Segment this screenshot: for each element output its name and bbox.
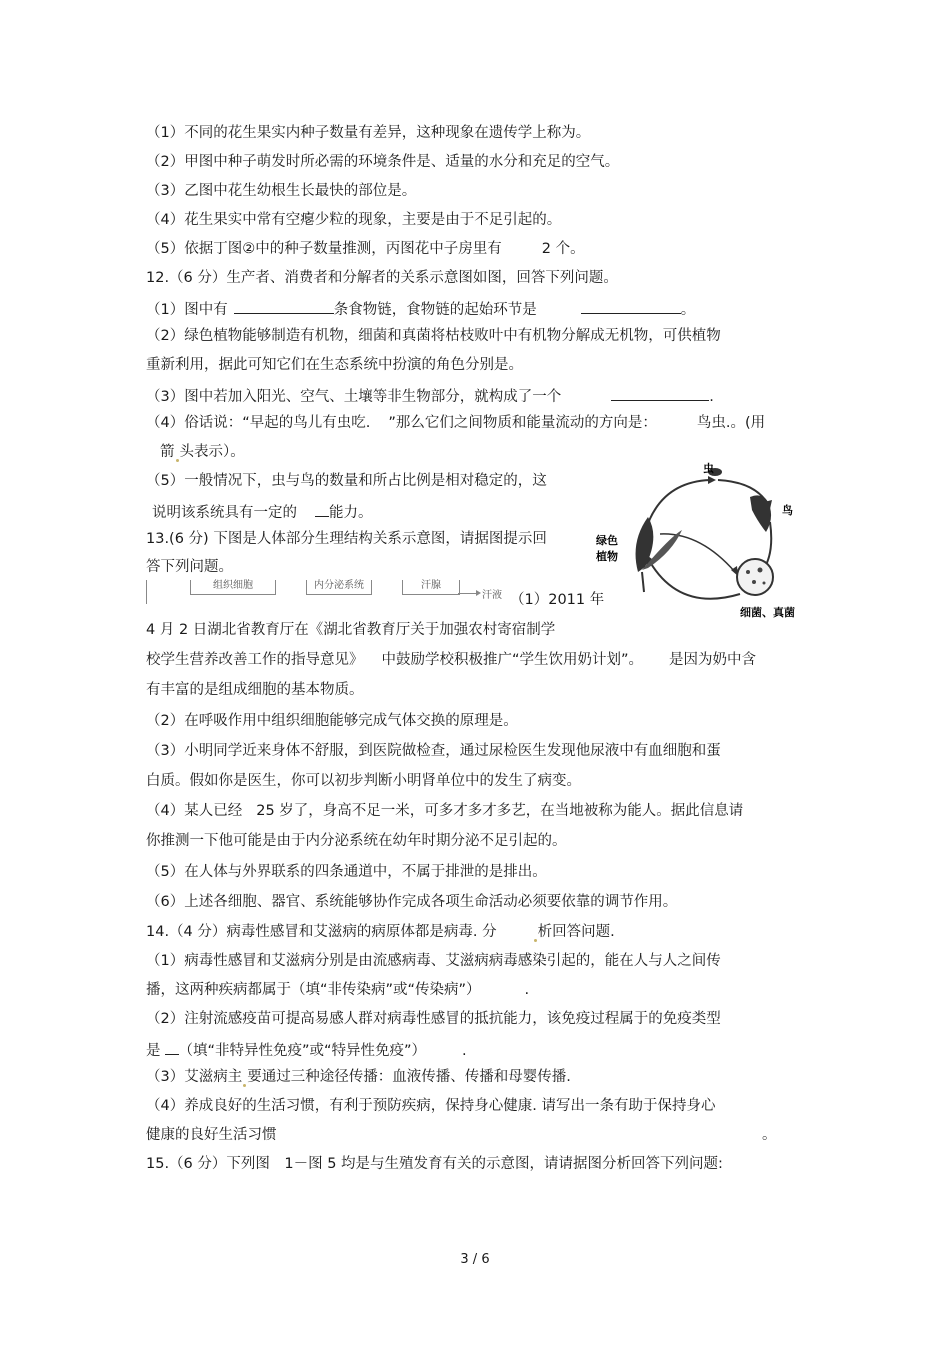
answer-blank[interactable]: [315, 500, 329, 517]
plant-label-2: 植物: [596, 550, 618, 563]
q12-l1-end: 。: [680, 302, 696, 318]
insect-label: 虫: [703, 462, 714, 475]
answer-blank[interactable]: [581, 297, 681, 314]
q14-l1b-end: .: [524, 982, 530, 998]
q13-line-2: （2）在呼吸作用中组织细胞能够完成气体交换的原理是。: [146, 713, 518, 729]
q13-heading-1: 13.(6 分) 下图是人体部分生理结构关系示意图，请据图提示回: [146, 531, 547, 547]
arrow-line: [458, 593, 478, 594]
q13-l4b-text: 25 岁了，身高不足一米，可多才多才多艺，在当地被称为能人。据此信息请: [256, 803, 744, 819]
decomposer-icon: [737, 559, 773, 595]
q12-l5b-end: 能力。: [329, 505, 373, 521]
q12-line-5b: [152, 500, 373, 523]
answer-blank[interactable]: [234, 297, 334, 314]
q12-line-4: [146, 413, 765, 433]
q12-l1-text: （1）图中有: [146, 302, 228, 318]
q12-l4-end: 鸟虫.。(用: [696, 415, 766, 431]
box-tissue-cells: 组织细胞: [190, 580, 276, 595]
q14-l2b-text: 是: [146, 1043, 161, 1059]
q12-l4b-char: 箭: [160, 444, 175, 460]
ecosystem-diagram: [590, 462, 830, 622]
q11-line-4: （4）花生果实中常有空瘪少粒的现象，主要是由于不足引起的。: [146, 212, 562, 228]
q14-l1b-text: 播，这两种疾病都属于（填“非传染病”或“传染病”）: [146, 982, 481, 998]
arrow-head-icon: [476, 590, 481, 596]
q12-l4b-text: 头表示）。: [179, 444, 245, 460]
q13-line-5: （5）在人体与外界联系的四条通道中，不属于排泄的是排出。: [146, 864, 547, 880]
q11-line-2: （2）甲图中种子萌发时所必需的环境条件是、适量的水分和充足的空气。: [146, 154, 620, 170]
q13-line-1b: 4 月 2 日湖北省教育厅在《湖北省教育厅关于加强农村寄宿制学: [146, 622, 556, 638]
q12-line-4b: [160, 442, 245, 462]
q11-line-1: （1）不同的花生果实内种子数量有差异，这种现象在遗传学上称为。: [146, 125, 591, 141]
q14-l3b-text: 要通过三种途径传播：血液传播、传播和母婴传播.: [247, 1069, 571, 1085]
page-number: 3 / 6: [460, 1252, 490, 1267]
answer-blank[interactable]: [611, 384, 709, 401]
plant-label-1: 绿色: [596, 534, 618, 547]
bird-label: 鸟: [782, 504, 793, 517]
decomposer-label: 细菌、真菌: [740, 606, 795, 619]
q12-l3-end: .: [709, 389, 714, 405]
q12-l1-mid: 条食物链，食物链的起始环节是: [333, 302, 537, 318]
bird-icon: [750, 495, 771, 532]
answer-blank[interactable]: [165, 1038, 179, 1055]
q14-line-3: [146, 1067, 571, 1087]
q14-line-1b: [146, 980, 529, 1000]
q12-line-5a: （5）一般情况下，虫与鸟的数量和所占比例是相对稳定的，这: [146, 473, 547, 489]
diagram-left-edge: [146, 580, 147, 604]
q14-line-2b: [146, 1038, 467, 1061]
q13-l1d-text: 中鼓励学校积极推广“学生饮用奶计划”。: [381, 652, 644, 668]
q12-l5b-text: 说明该系统具有一定的: [152, 505, 297, 521]
q13-line-1f: 有丰富的是组成细胞的基本物质。: [146, 682, 364, 698]
q12-line-1: [146, 297, 695, 320]
q11-line-5-tail: 2 个。: [541, 241, 585, 257]
q13-l1c-text: 校学生营养改善工作的指导意见》: [146, 652, 364, 668]
q12-heading: 12.（6 分）生产者、消费者和分解者的关系示意图如图，回答下列问题。: [146, 270, 618, 286]
q12-line-2a: （2）绿色植物能够制造有机物，细菌和真菌将枯枝败叶中有机物分解成无机物，可供植物: [146, 328, 721, 344]
box-endocrine: 内分泌系统: [306, 580, 372, 595]
q11-line-3: （3）乙图中花生幼根生长最快的部位是。: [146, 183, 417, 199]
q13-line-6: （6）上述各细胞、器官、系统能够协作完成各项生命活动必须要依靠的调节作用。: [146, 894, 678, 910]
q11-line-5-text: （5）依据丁图②中的种子数量推测，丙图花中子房里有: [146, 241, 502, 257]
q14-l3a-text: （3）艾滋病主: [146, 1069, 243, 1085]
q14-heading-tail: 析回答问题.: [537, 924, 615, 940]
q13-line-3b: 白质。假如你是医生，你可以初步判断小明肾单位中的发生了病变。: [146, 773, 581, 789]
box-sweat-gland: 汗腺: [402, 580, 460, 595]
q12-l4-text: （4）俗话说：“早起的鸟儿有虫吃.: [146, 415, 371, 431]
q14-heading: [146, 922, 615, 942]
q14-line-2a: （2）注射流感疫苗可提高易感人群对病毒性感冒的抵抗能力，该免疫过程属于的免疫类型: [146, 1011, 721, 1027]
sweat-label: 汗液: [482, 590, 502, 601]
q14-line-1a: （1）病毒性感冒和艾滋病分别是由流感病毒、艾滋病病毒感染引起的，能在人与人之间传: [146, 953, 721, 969]
q11-line-5: [146, 239, 585, 259]
q14-heading-text: 14.（4 分）病毒性感冒和艾滋病的病原体都是病毒. 分: [146, 924, 497, 940]
q13-line-4c: 你推测一下他可能是由于内分泌系统在幼年时期分泌不足引起的。: [146, 833, 567, 849]
q15-heading: 15.（6 分）下列图 1－图 5 均是与生殖发育有关的示意图，请请据图分析回答下列问题:: [146, 1156, 723, 1172]
q12-l3-text: （3）图中若加入阳光、空气、土壤等非生物部分，就构成了一个: [146, 389, 562, 405]
q12-line-2b: 重新利用，据此可知它们在生态系统中扮演的角色分别是。: [146, 357, 523, 373]
q13-line-1a: （1）2011 年: [510, 592, 605, 608]
q12-l4-mid: ”那么它们之间物质和能量流动的方向是：: [388, 415, 657, 431]
q13-l4a-text: （4）某人已经: [146, 803, 243, 819]
q14-line-4a: （4）养成良好的生活习惯，有利于预防疾病，保持身心健康. 请写出一条有助于保持身心: [146, 1098, 716, 1114]
q13-heading-2: 答下列问题。: [146, 559, 233, 575]
q13-line-1c: [146, 650, 756, 670]
q12-line-3: [146, 384, 714, 407]
q13-line-3a: （3）小明同学近来身体不舒服，到医院做检查，通过尿检医生发现他尿液中有血细胞和蛋: [146, 743, 721, 759]
q14-line-4b: 健康的良好生活习惯: [146, 1127, 277, 1143]
q14-l2d-text: .: [462, 1043, 467, 1059]
q13-line-4a: [146, 801, 743, 821]
q13-l1e-text: 是因为奶中含: [669, 652, 757, 668]
q14-line-4c: 。: [762, 1127, 777, 1143]
q14-l2c-text: （填“非特异性免疫”或“特异性免疫”）: [178, 1043, 427, 1059]
